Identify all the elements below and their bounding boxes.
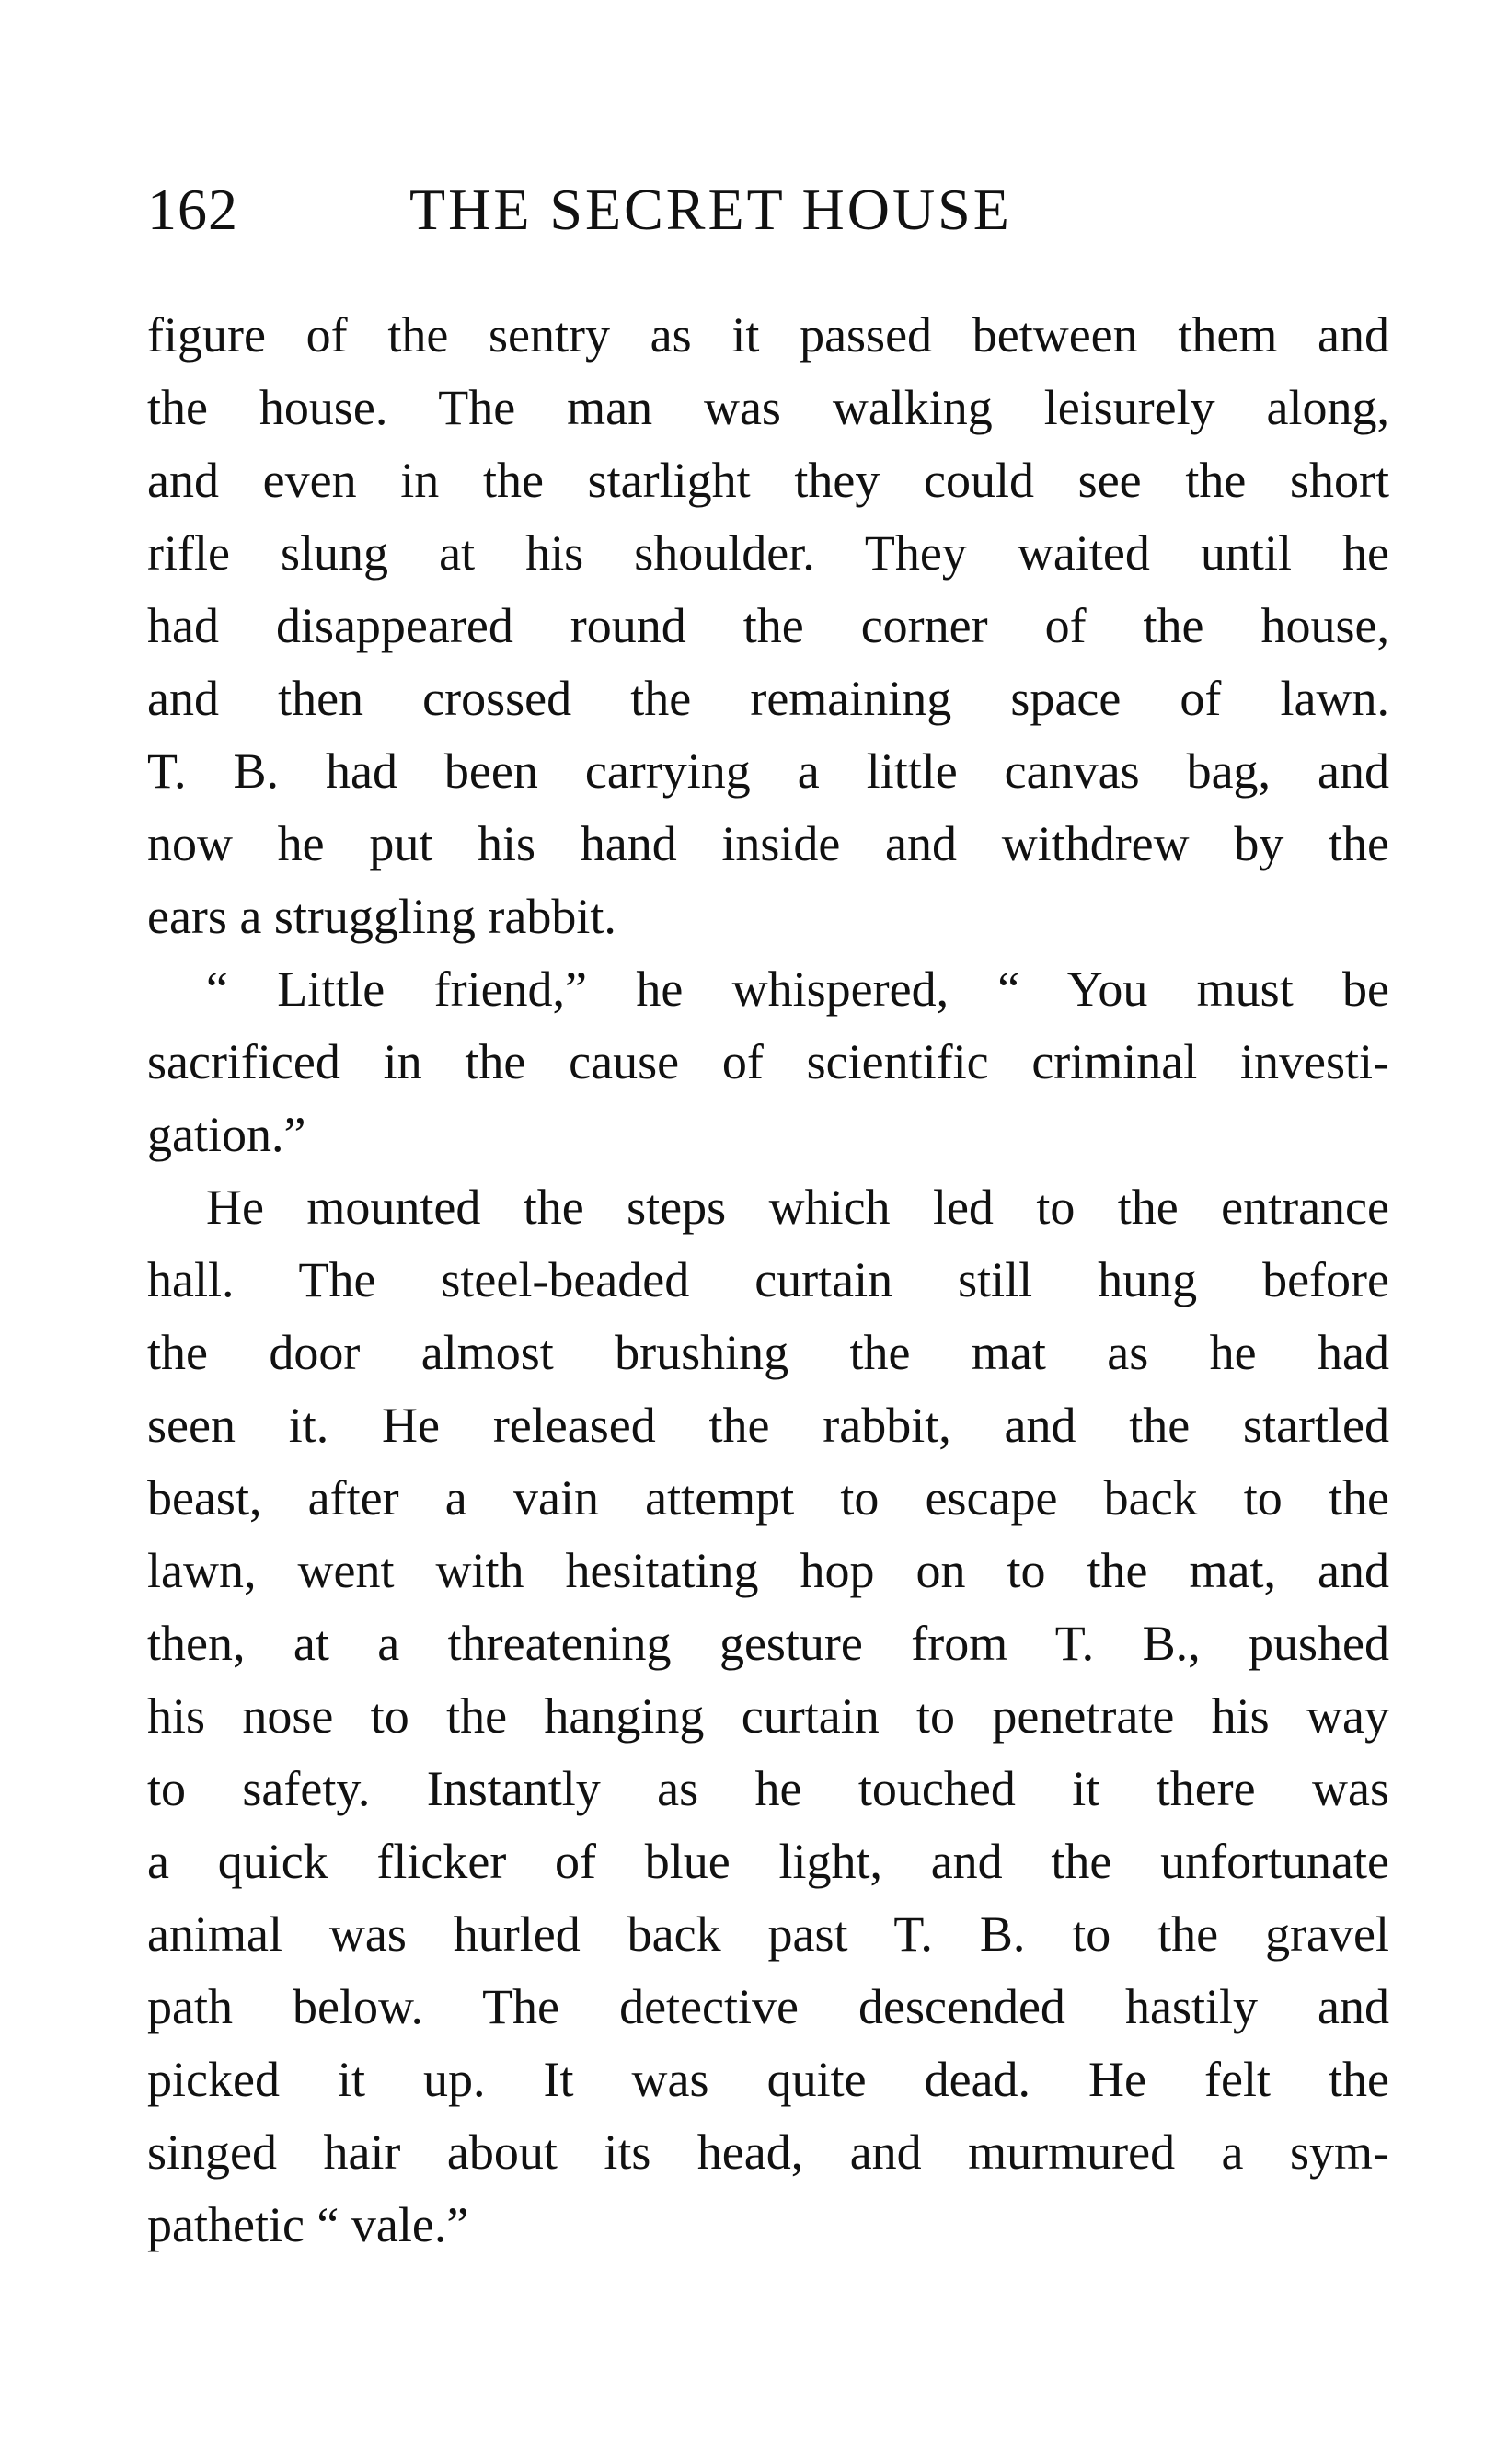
text-line: had disappeared round the corner of the house,	[147, 598, 1389, 653]
text-line: T. B. had been carrying a little canvas bag, and	[147, 743, 1389, 799]
text-line: hall. The steel-beaded curtain still hung before	[147, 1252, 1389, 1307]
text-line: the house. The man was walking leisurely along,	[147, 380, 1389, 435]
text-line: his nose to the hanging curtain to penetrate his way	[147, 1688, 1389, 1744]
page-number: 162	[147, 177, 238, 242]
text-line: singed hair about its head, and murmured a sym-	[147, 2124, 1389, 2180]
running-head	[147, 173, 1389, 247]
text-line: now he put his hand inside and withdrew by the	[147, 816, 1389, 871]
paragraph	[147, 299, 1389, 953]
text-line: lawn, went with hesitating hop on to the mat, and	[147, 1543, 1389, 1598]
body-text	[147, 299, 1389, 2262]
text-line: animal was hurled back past T. B. to the gravel	[147, 1906, 1389, 1962]
text-line: beast, after a vain attempt to escape back to the	[147, 1470, 1389, 1526]
text-line: rifle slung at his shoulder. They waited until he	[147, 525, 1389, 581]
book-title: THE SECRET HOUSE	[409, 177, 1012, 242]
text-line: ears a struggling rabbit.	[147, 889, 616, 944]
text-line: and then crossed the remaining space of lawn.	[147, 671, 1389, 726]
text-line: sacrificed in the cause of scientific criminal investi-	[147, 1034, 1389, 1089]
text-line: then, at a threatening gesture from T. B., pushed	[147, 1616, 1389, 1671]
text-line: pathetic “ vale.”	[147, 2197, 469, 2252]
text-line: gation.”	[147, 1107, 306, 1162]
text-line: path below. The detective descended hastily and	[147, 1979, 1389, 2034]
text-line: and even in the starlight they could see the short	[147, 453, 1389, 508]
paragraph	[147, 1171, 1389, 2262]
text-line: “ Little friend,” he whispered, “ You must be	[206, 961, 1389, 1017]
text-line: picked it up. It was quite dead. He felt the	[147, 2052, 1389, 2107]
text-line: the door almost brushing the mat as he had	[147, 1325, 1389, 1380]
text-line: figure of the sentry as it passed between them and	[147, 307, 1389, 363]
text-line: He mounted the steps which led to the entrance	[206, 1180, 1389, 1235]
text-line: to safety. Instantly as he touched it there was	[147, 1761, 1389, 1816]
paragraph	[147, 953, 1389, 1171]
text-line: seen it. He released the rabbit, and the startled	[147, 1398, 1389, 1453]
text-line: a quick flicker of blue light, and the unfortunate	[147, 1834, 1389, 1889]
